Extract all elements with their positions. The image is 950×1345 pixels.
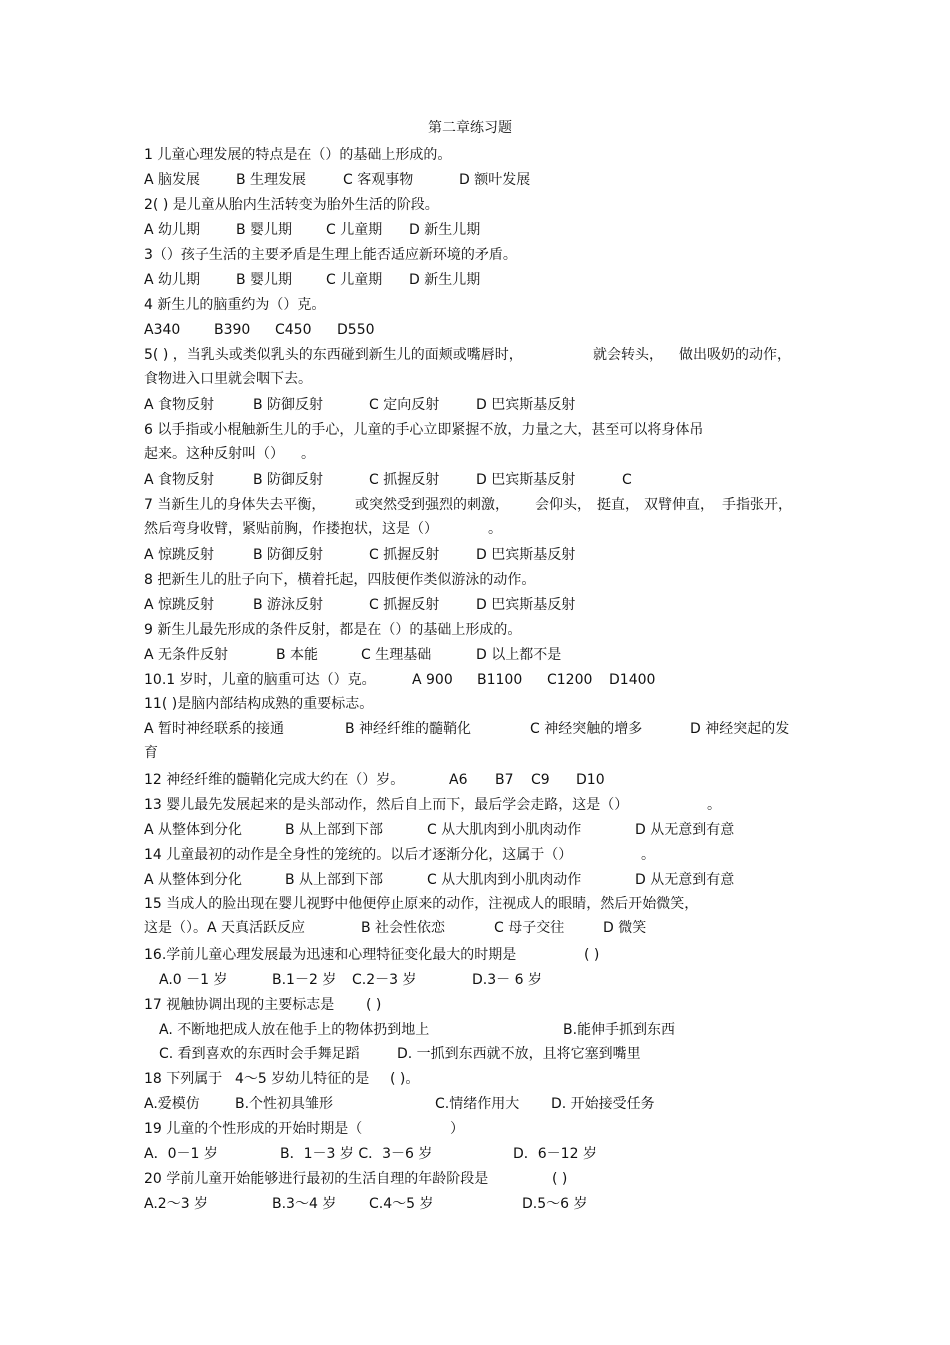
question-2-stem: 2( ) 是儿童从胎内生活转变为胎外生活的阶段。 xyxy=(144,197,439,213)
stem-part: 起来。这种反射叫（） xyxy=(144,446,284,462)
option: B.1－2 岁 xyxy=(272,972,337,988)
option: C 儿童期 xyxy=(326,222,383,238)
answer-paren: ( ) xyxy=(584,947,600,963)
option: D 巴宾斯基反射 xyxy=(476,472,576,488)
option: C 儿童期 xyxy=(326,272,383,288)
option: D 巴宾斯基反射 xyxy=(476,547,576,563)
question-8-stem: 8 把新生儿的肚子向下，横着托起，四肢便作类似游泳的动作。 xyxy=(144,572,536,588)
option: C.情绪作用大 xyxy=(435,1096,520,1112)
option: D 额叶发展 xyxy=(459,172,531,188)
option: A.2～3 岁 xyxy=(144,1196,209,1212)
option: C 抓握反射 xyxy=(369,547,440,563)
option: D 从无意到有意 xyxy=(635,822,735,838)
option: B 防御反射 xyxy=(253,547,324,563)
option: A 惊跳反射 xyxy=(144,597,215,613)
option: A 脑发展 xyxy=(144,172,201,188)
stem-part: 17 视触协调出现的主要标志是 xyxy=(144,997,335,1013)
answer-paren: ( ) xyxy=(366,997,382,1013)
option: A340 xyxy=(144,322,181,338)
option: D. 开始接受任务 xyxy=(551,1096,655,1112)
option: C.4～5 岁 xyxy=(369,1196,434,1212)
option: A 从整体到分化 xyxy=(144,872,243,888)
stem-part: 手指张开， xyxy=(722,497,792,513)
option: D．6－12 岁 xyxy=(513,1146,597,1162)
stem-part: 。 xyxy=(488,521,502,537)
option: A 幼儿期 xyxy=(144,222,201,238)
option: B 社会性依恋 xyxy=(361,920,446,936)
option: C 客观事物 xyxy=(343,172,414,188)
option: B390 xyxy=(214,322,251,338)
option: D 巴宾斯基反射 xyxy=(476,397,576,413)
option: D.3－ 6 岁 xyxy=(472,972,542,988)
option: B 从上部到下部 xyxy=(285,822,384,838)
option: D 新生儿期 xyxy=(409,272,481,288)
option: C 从大肌肉到小肌肉动作 xyxy=(427,872,582,888)
option: A.0 －1 岁 xyxy=(159,972,228,988)
option: C1200 xyxy=(547,672,593,688)
answer-mark: C xyxy=(622,472,632,488)
stem-part: 双臂伸直， xyxy=(644,497,714,513)
option: B1100 xyxy=(477,672,523,688)
question-15-stem-cont: 这是（）。A 天真活跃反应 xyxy=(144,920,306,936)
option: B.个性初具雏形 xyxy=(235,1096,334,1112)
question-5-stem-cont: 食物进入口里就会咽下去。 xyxy=(144,371,312,387)
question-10-stem: 10.1 岁时，儿童的脑重可达（）克。 xyxy=(144,672,376,688)
option: D 从无意到有意 xyxy=(635,872,735,888)
option: C 母子交往 xyxy=(494,920,565,936)
option: D 新生儿期 xyxy=(409,222,481,238)
question-12-stem: 12 神经纤维的髓鞘化完成大约在（）岁。 xyxy=(144,772,405,788)
option: C 从大肌肉到小肌肉动作 xyxy=(427,822,582,838)
stem-part: 然后弯身收臂，紧贴前胸，作搂抱状，这是（） xyxy=(144,521,438,537)
option: A 暂时神经联系的接通 xyxy=(144,721,285,737)
stem-part: 。 xyxy=(641,847,655,863)
option: A 从整体到分化 xyxy=(144,822,243,838)
question-4-stem: 4 新生儿的脑重约为（）克。 xyxy=(144,297,326,313)
option: D550 xyxy=(337,322,375,338)
question-6-stem: 6 以手指或小棍触新生儿的手心，儿童的手心立即紧握不放，力量之大，甚至可以将身体吊 xyxy=(144,422,704,438)
option: A 无条件反射 xyxy=(144,647,229,663)
option: D.5～6 岁 xyxy=(522,1196,588,1212)
option: D10 xyxy=(576,772,605,788)
option: C 抓握反射 xyxy=(369,597,440,613)
page-title: 第二章练习题 xyxy=(428,120,512,136)
option: D 神经突起的发 xyxy=(690,721,790,737)
option: A.爱模仿 xyxy=(144,1096,200,1112)
option: C450 xyxy=(275,322,312,338)
option: A 900 xyxy=(412,672,453,688)
stem-part: 19 儿童的个性形成的开始时期是（ xyxy=(144,1121,363,1137)
question-9-stem: 9 新生儿最先形成的条件反射，都是在（）的基础上形成的。 xyxy=(144,622,522,638)
option: D1400 xyxy=(609,672,656,688)
option: A 惊跳反射 xyxy=(144,547,215,563)
option: C 定向反射 xyxy=(369,397,440,413)
option: B 游泳反射 xyxy=(253,597,324,613)
option: C9 xyxy=(531,772,550,788)
option: C. 看到喜欢的东西时会手舞足蹈 xyxy=(159,1046,360,1062)
stem-part: 13 婴儿最先发展起来的是头部动作，然后自上而下，最后学会走路，这是（） xyxy=(144,797,629,813)
stem-part: 16.学前儿童心理发展最为迅速和心理特征变化最大的时期是 xyxy=(144,947,517,963)
stem-part: 5( ) ，当乳头或类似乳头的东西碰到新生儿的面颊或嘴唇时， xyxy=(144,347,523,363)
option: B 防御反射 xyxy=(253,397,324,413)
option: A 食物反射 xyxy=(144,472,215,488)
answer-paren: ( )。 xyxy=(390,1071,420,1087)
option: A．0－1 岁 xyxy=(144,1146,218,1162)
stem-part: 或突然受到强烈的刺激， xyxy=(355,497,509,513)
stem-part: 就会转头， xyxy=(593,347,663,363)
option: B 生理发展 xyxy=(236,172,307,188)
stem-part: 做出吸奶的动作， xyxy=(679,347,791,363)
stem-part: 。 xyxy=(707,797,721,813)
option: B 神经纤维的髓鞘化 xyxy=(345,721,472,737)
option: A 食物反射 xyxy=(144,397,215,413)
option: B 从上部到下部 xyxy=(285,872,384,888)
stem-part: 20 学前儿童开始能够进行最初的生活自理的年龄阶段是 xyxy=(144,1171,489,1187)
option: C.2－3 岁 xyxy=(352,972,417,988)
stem-part: 挺直， xyxy=(597,497,639,513)
answer-paren: ） xyxy=(450,1121,464,1137)
option: B.3～4 岁 xyxy=(272,1196,337,1212)
stem-part: 14 儿童最初的动作是全身性的笼统的。以后才逐渐分化，这属于（） xyxy=(144,847,573,863)
option: B7 xyxy=(495,772,514,788)
option: A. 不断地把成人放在他手上的物体扔到地上 xyxy=(159,1022,430,1038)
option: D. 一抓到东西就不放，且将它塞到嘴里 xyxy=(397,1046,641,1062)
option: A 幼儿期 xyxy=(144,272,201,288)
question-11-options-wrap: 育 xyxy=(144,745,158,761)
option: B 本能 xyxy=(276,647,319,663)
option: B.能伸手抓到东西 xyxy=(563,1022,676,1038)
option: D 以上都不是 xyxy=(476,647,562,663)
stem-part: 会仰头， xyxy=(535,497,591,513)
stem-part: 18 下列属于 xyxy=(144,1071,223,1087)
option: C 生理基础 xyxy=(361,647,432,663)
question-11-stem: 11( )是脑内部结构成熟的重要标志。 xyxy=(144,696,374,712)
question-1-stem: 1 儿童心理发展的特点是在（）的基础上形成的。 xyxy=(144,147,452,163)
option: B 婴儿期 xyxy=(236,222,293,238)
stem-part: 7 当新生儿的身体失去平衡， xyxy=(144,497,326,513)
option: C 抓握反射 xyxy=(369,472,440,488)
option: D 微笑 xyxy=(603,920,647,936)
stem-part: 4～5 岁幼儿特征的是 xyxy=(235,1071,370,1087)
option: C 神经突触的增多 xyxy=(530,721,643,737)
option: B 防御反射 xyxy=(253,472,324,488)
question-15-stem: 15 当成人的脸出现在婴儿视野中他便停止原来的动作，注视成人的眼睛，然后开始微笑， xyxy=(144,896,699,912)
stem-part: 。 xyxy=(301,446,315,462)
answer-paren: ( ) xyxy=(552,1171,568,1187)
option: B．1－3 岁 C．3－6 岁 xyxy=(280,1146,433,1162)
option: B 婴儿期 xyxy=(236,272,293,288)
option: D 巴宾斯基反射 xyxy=(476,597,576,613)
option: A6 xyxy=(449,772,468,788)
question-3-stem: 3（）孩子生活的主要矛盾是生理上能否适应新环境的矛盾。 xyxy=(144,247,517,263)
